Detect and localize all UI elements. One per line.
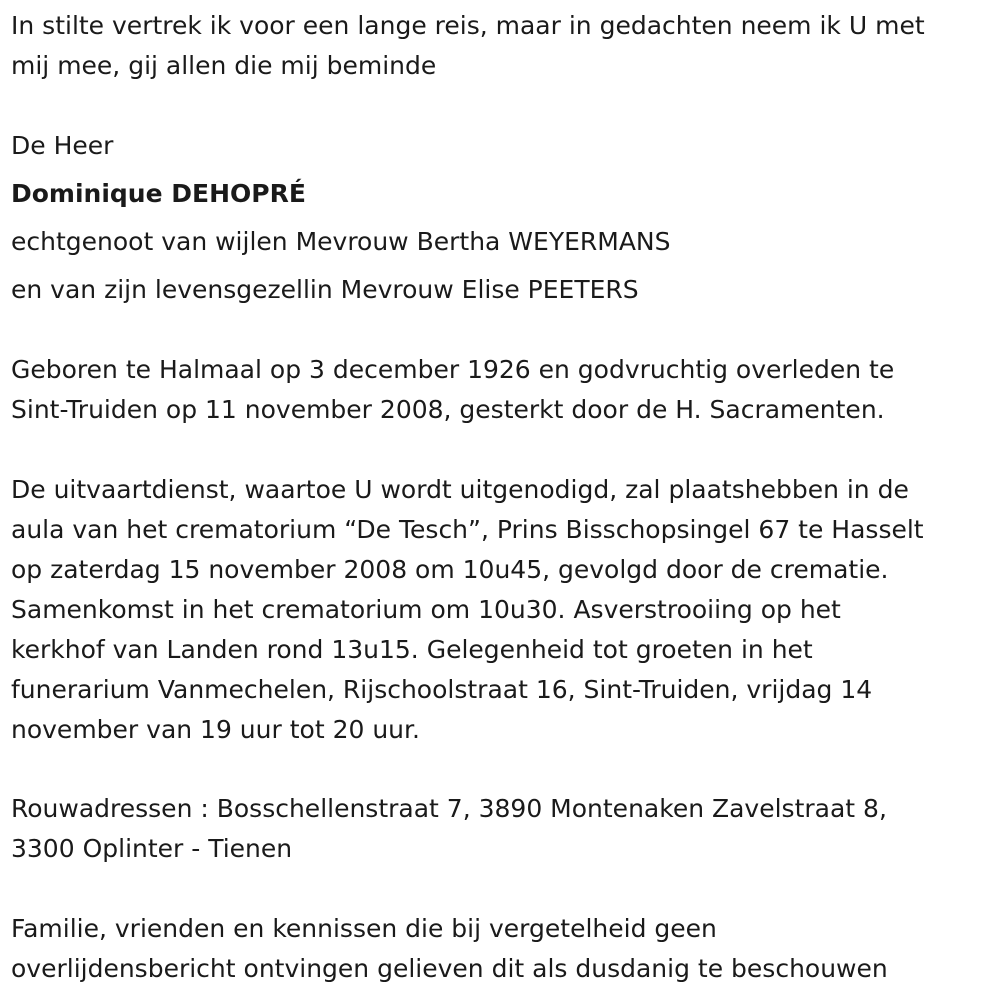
funeral-line: aula van het crematorium “De Tesch”, Prins Bisschopsingel 67 te Hasselt bbox=[11, 515, 924, 544]
funeral-line: kerkhof van Landen rond 13u15. Gelegenheid tot groeten in het bbox=[11, 635, 813, 664]
intro-line: mij mee, gij allen die mij beminde bbox=[11, 51, 437, 80]
intro-line: In stilte vertrek ik voor een lange reis, maar in gedachten neem ik U met bbox=[11, 11, 925, 40]
funeral-line: De uitvaartdienst, waartoe U wordt uitgenodigd, zal plaatshebben in de bbox=[11, 475, 909, 504]
funeral-line: funerarium Vanmechelen, Rijschoolstraat 16, Sint-Truiden, vrijdag 14 bbox=[11, 675, 873, 704]
birth-death-line: Sint-Truiden op 11 november 2008, gesterkt door de H. Sacramenten. bbox=[11, 395, 885, 424]
deceased-title: De Heer bbox=[11, 131, 114, 160]
funeral-line: Samenkomst in het crematorium om 10u30. Asverstrooiing op het bbox=[11, 595, 841, 624]
deceased-name: Dominique DEHOPRÉ bbox=[11, 179, 306, 208]
mourning-addresses-paragraph bbox=[11, 789, 887, 869]
spouse-relation: echtgenoot van wijlen Mevrouw Bertha WEYERMANS bbox=[11, 227, 671, 256]
birth-death-line: Geboren te Halmaal op 3 december 1926 en godvruchtig overleden te bbox=[11, 355, 895, 384]
address-line: 3300 Oplinter - Tienen bbox=[11, 834, 293, 863]
family-note-line: overlijdensbericht ontvingen gelieven dit als dusdanig te beschouwen bbox=[11, 954, 888, 983]
family-note-line: Familie, vrienden en kennissen die bij vergetelheid geen bbox=[11, 914, 717, 943]
partner-relation: en van zijn levensgezellin Mevrouw Elise PEETERS bbox=[11, 275, 639, 304]
intro-paragraph bbox=[11, 6, 925, 86]
funeral-paragraph bbox=[11, 470, 924, 750]
family-note-paragraph bbox=[11, 909, 888, 989]
birth-death-paragraph bbox=[11, 350, 894, 430]
address-line: Rouwadressen : Bosschellenstraat 7, 3890 Montenaken Zavelstraat 8, bbox=[11, 794, 887, 823]
funeral-line: november van 19 uur tot 20 uur. bbox=[11, 715, 420, 744]
funeral-line: op zaterdag 15 november 2008 om 10u45, gevolgd door de crematie. bbox=[11, 555, 889, 584]
